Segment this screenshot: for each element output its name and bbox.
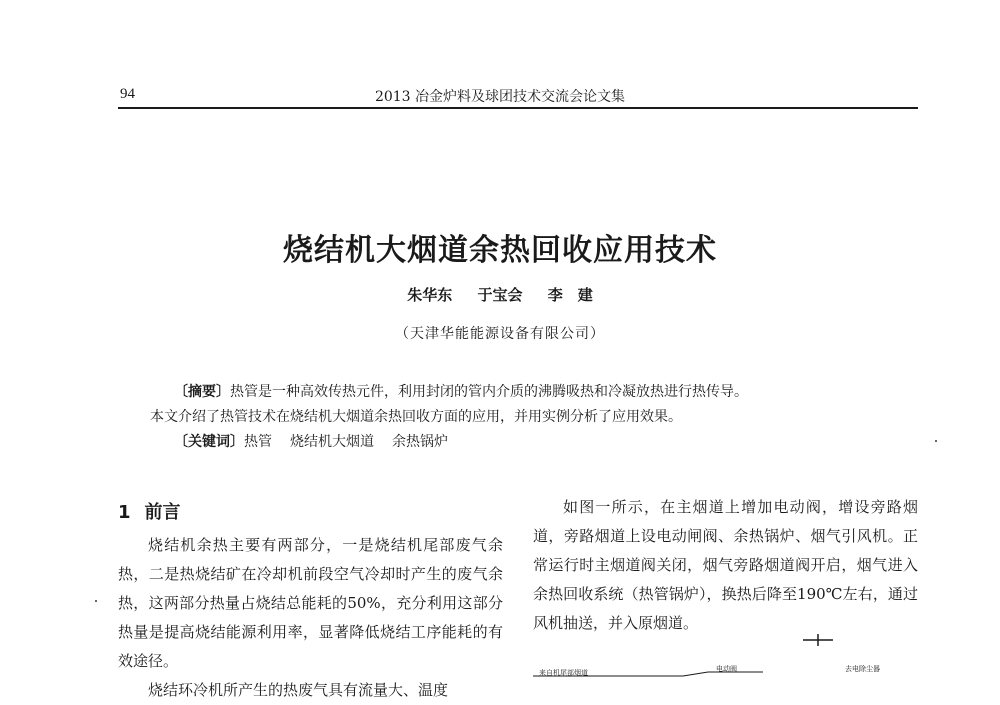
scan-speck bbox=[935, 440, 937, 442]
keyword: 余热锅炉 bbox=[392, 434, 448, 450]
page-number: 94 bbox=[120, 86, 135, 102]
section-heading bbox=[118, 498, 503, 527]
affiliation: （天津华能能源设备有限公司） bbox=[395, 326, 605, 342]
keyword: 热管 bbox=[244, 434, 272, 450]
right-column bbox=[533, 493, 918, 638]
author: 李 建 bbox=[547, 286, 593, 304]
body-paragraph: 烧结机余热主要有两部分，一是烧结机尾部废气余热，二是热烧结矿在冷却机前段空气冷却时产生的废气余热，这两部分热量占烧结总能耗的50%，充分利用这部分热量是提高烧结能源利用率，显著降低烧结工序能耗的有效途径。 bbox=[118, 536, 503, 670]
running-title: 2013 冶金炉料及球团技术交流会论文集 bbox=[374, 89, 626, 105]
figure-1-diagram bbox=[533, 632, 918, 678]
section-number: 1 bbox=[118, 502, 131, 523]
abstract-line: 本文介绍了热管技术在烧结机大烟道余热回收方面的应用，并用实例分析了应用效果。 bbox=[150, 409, 682, 425]
keywords-label: 〔关键词〕 bbox=[174, 434, 244, 450]
keywords-line bbox=[150, 430, 920, 455]
left-column bbox=[118, 498, 503, 705]
author-list bbox=[0, 284, 1000, 305]
author: 于宝会 bbox=[477, 286, 523, 304]
body-paragraph: 如图一所示，在主烟道上增加电动阀，增设旁路烟道，旁路烟道上设电动闸阀、余热锅炉、烟气引风机。正常运行时主烟道阀关闭，烟气旁路烟道阀开启，烟气进入余热回收系统（热管锅炉），换热后降至190℃左右，通过风机抽送，并入原烟道。 bbox=[533, 498, 918, 632]
abstract-label: 〔摘要〕 bbox=[174, 384, 230, 400]
diagram-label-valve: 电动阀 bbox=[716, 665, 737, 673]
paper-title: 烧结机大烟道余热回收应用技术 bbox=[283, 233, 717, 268]
diagram-label-source: 来自机尾部烟道 bbox=[539, 669, 588, 677]
keyword: 烧结机大烟道 bbox=[290, 434, 374, 450]
abstract-line bbox=[150, 380, 920, 405]
header-rule bbox=[118, 107, 918, 109]
diagram-label-destination: 去电除尘器 bbox=[845, 665, 880, 673]
section-title: 前言 bbox=[144, 502, 181, 523]
author: 朱华东 bbox=[407, 286, 453, 304]
flue-duct-bend bbox=[683, 672, 708, 676]
scan-speck bbox=[95, 600, 97, 602]
body-paragraph: 烧结环冷机所产生的热废气具有流量大、温度 bbox=[148, 681, 449, 699]
abstract-block bbox=[150, 380, 920, 455]
abstract-text: 热管是一种高效传热元件，利用封闭的管内介质的沸腾吸热和冷凝放热进行热传导。 bbox=[230, 384, 748, 400]
